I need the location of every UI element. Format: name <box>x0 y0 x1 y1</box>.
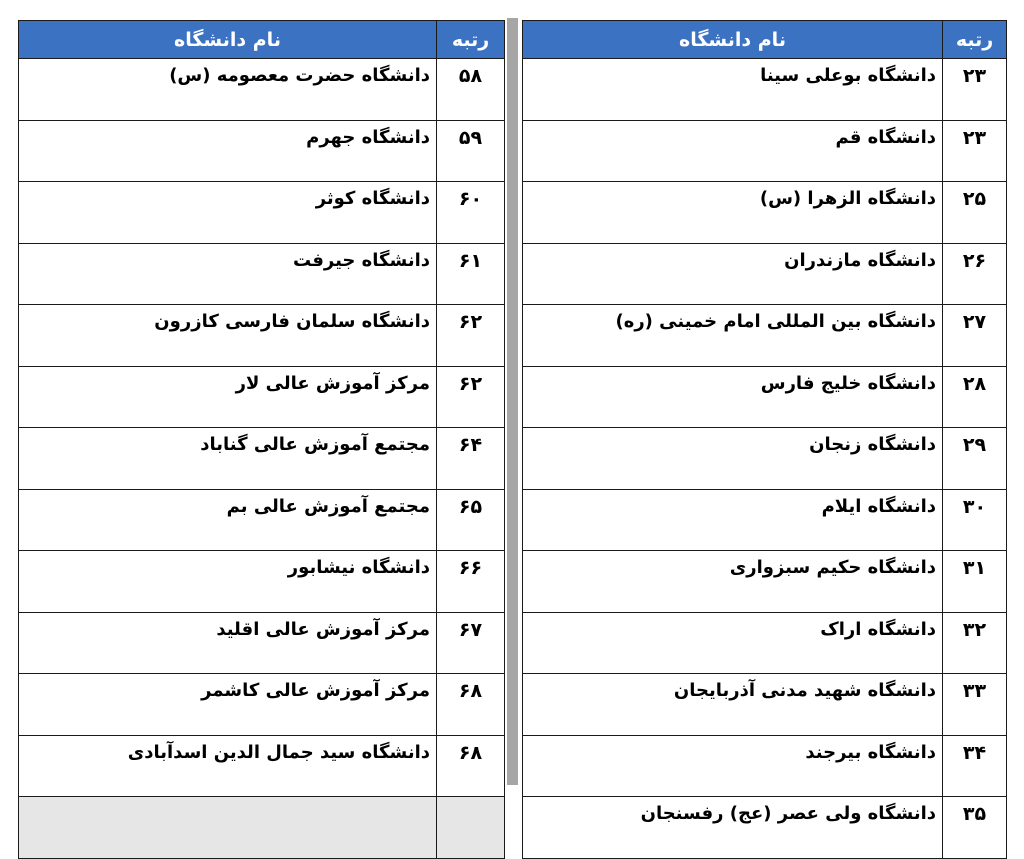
university-name-cell: دانشگاه قم <box>523 120 943 182</box>
rank-cell: ۳۴ <box>943 735 1007 797</box>
column-divider <box>507 18 518 785</box>
table-row <box>523 489 1007 551</box>
rank-cell: ۲۸ <box>943 366 1007 428</box>
university-name-cell: دانشگاه شهید مدنی آذربایجان <box>523 674 943 736</box>
rank-header: رتبه <box>437 21 505 59</box>
table-row <box>19 674 505 736</box>
university-name-cell: دانشگاه زنجان <box>523 428 943 490</box>
table-header-row <box>523 21 1007 59</box>
rank-cell: ۲۳ <box>943 120 1007 182</box>
rank-cell: ۲۶ <box>943 243 1007 305</box>
university-name-cell: مرکز آموزش عالی اقلید <box>19 612 437 674</box>
table-row <box>523 674 1007 736</box>
university-name-cell: دانشگاه بین المللی امام خمینی (ره) <box>523 305 943 367</box>
rank-cell: ۳۰ <box>943 489 1007 551</box>
rank-cell: ۲۵ <box>943 182 1007 244</box>
university-name-cell: دانشگاه بیرجند <box>523 735 943 797</box>
university-name-cell: دانشگاه سید جمال الدین اسدآبادی <box>19 735 437 797</box>
table-row <box>523 305 1007 367</box>
university-name-cell: دانشگاه بوعلی سینا <box>523 59 943 121</box>
university-name-cell: دانشگاه نیشابور <box>19 551 437 613</box>
table-row <box>19 428 505 490</box>
table-header-row <box>19 21 505 59</box>
rank-cell: ۶۶ <box>437 551 505 613</box>
table-row <box>19 59 505 121</box>
table-row <box>523 612 1007 674</box>
university-name-cell: مرکز آموزش عالی لار <box>19 366 437 428</box>
university-name-cell: مرکز آموزش عالی کاشمر <box>19 674 437 736</box>
rank-cell: ۲۷ <box>943 305 1007 367</box>
table-row <box>523 551 1007 613</box>
university-name-cell: دانشگاه مازندران <box>523 243 943 305</box>
university-name-cell: دانشگاه خلیج فارس <box>523 366 943 428</box>
table-row <box>523 182 1007 244</box>
university-name-cell: دانشگاه اراک <box>523 612 943 674</box>
rank-cell: ۳۱ <box>943 551 1007 613</box>
table-row <box>19 797 505 859</box>
rank-cell: ۶۵ <box>437 489 505 551</box>
table-row <box>19 366 505 428</box>
table-row <box>523 59 1007 121</box>
rank-cell: ۵۸ <box>437 59 505 121</box>
university-name-cell: دانشگاه ولی عصر (عج) رفسنجان <box>523 797 943 859</box>
university-name-cell: مجتمع آموزش عالی بم <box>19 489 437 551</box>
ranking-table-right <box>522 20 1007 859</box>
table-row <box>19 243 505 305</box>
rank-cell: ۳۵ <box>943 797 1007 859</box>
university-name-cell: دانشگاه ایلام <box>523 489 943 551</box>
table-row <box>19 120 505 182</box>
table-row <box>523 366 1007 428</box>
table-row <box>523 797 1007 859</box>
rank-cell: ۶۸ <box>437 735 505 797</box>
rank-cell: ۳۳ <box>943 674 1007 736</box>
university-name-cell: دانشگاه حضرت معصومه (س) <box>19 59 437 121</box>
university-name-cell: دانشگاه سلمان فارسی کازرون <box>19 305 437 367</box>
table-row <box>523 428 1007 490</box>
university-name-cell: دانشگاه کوثر <box>19 182 437 244</box>
rank-cell: ۲۹ <box>943 428 1007 490</box>
table-row <box>19 735 505 797</box>
table-row <box>19 551 505 613</box>
table-row <box>19 612 505 674</box>
table-row <box>523 243 1007 305</box>
university-name-cell: مجتمع آموزش عالی گناباد <box>19 428 437 490</box>
rank-cell: ۳۲ <box>943 612 1007 674</box>
ranking-table-left <box>18 20 505 859</box>
rank-header: رتبه <box>943 21 1007 59</box>
university-name-cell <box>19 797 437 859</box>
rank-cell: ۵۹ <box>437 120 505 182</box>
table-row <box>523 735 1007 797</box>
rank-cell: ۶۲ <box>437 366 505 428</box>
table-row <box>19 182 505 244</box>
rank-cell: ۶۲ <box>437 305 505 367</box>
rank-cell: ۶۷ <box>437 612 505 674</box>
rank-cell: ۶۰ <box>437 182 505 244</box>
table-row <box>19 305 505 367</box>
university-name-cell: دانشگاه جهرم <box>19 120 437 182</box>
university-name-cell: دانشگاه الزهرا (س) <box>523 182 943 244</box>
name-header: نام دانشگاه <box>523 21 943 59</box>
rank-cell: ۶۴ <box>437 428 505 490</box>
university-name-cell: دانشگاه حکیم سبزواری <box>523 551 943 613</box>
name-header: نام دانشگاه <box>19 21 437 59</box>
rank-cell: ۶۸ <box>437 674 505 736</box>
rank-cell <box>437 797 505 859</box>
university-name-cell: دانشگاه جیرفت <box>19 243 437 305</box>
rank-cell: ۶۱ <box>437 243 505 305</box>
table-row <box>523 120 1007 182</box>
rank-cell: ۲۳ <box>943 59 1007 121</box>
table-row <box>19 489 505 551</box>
